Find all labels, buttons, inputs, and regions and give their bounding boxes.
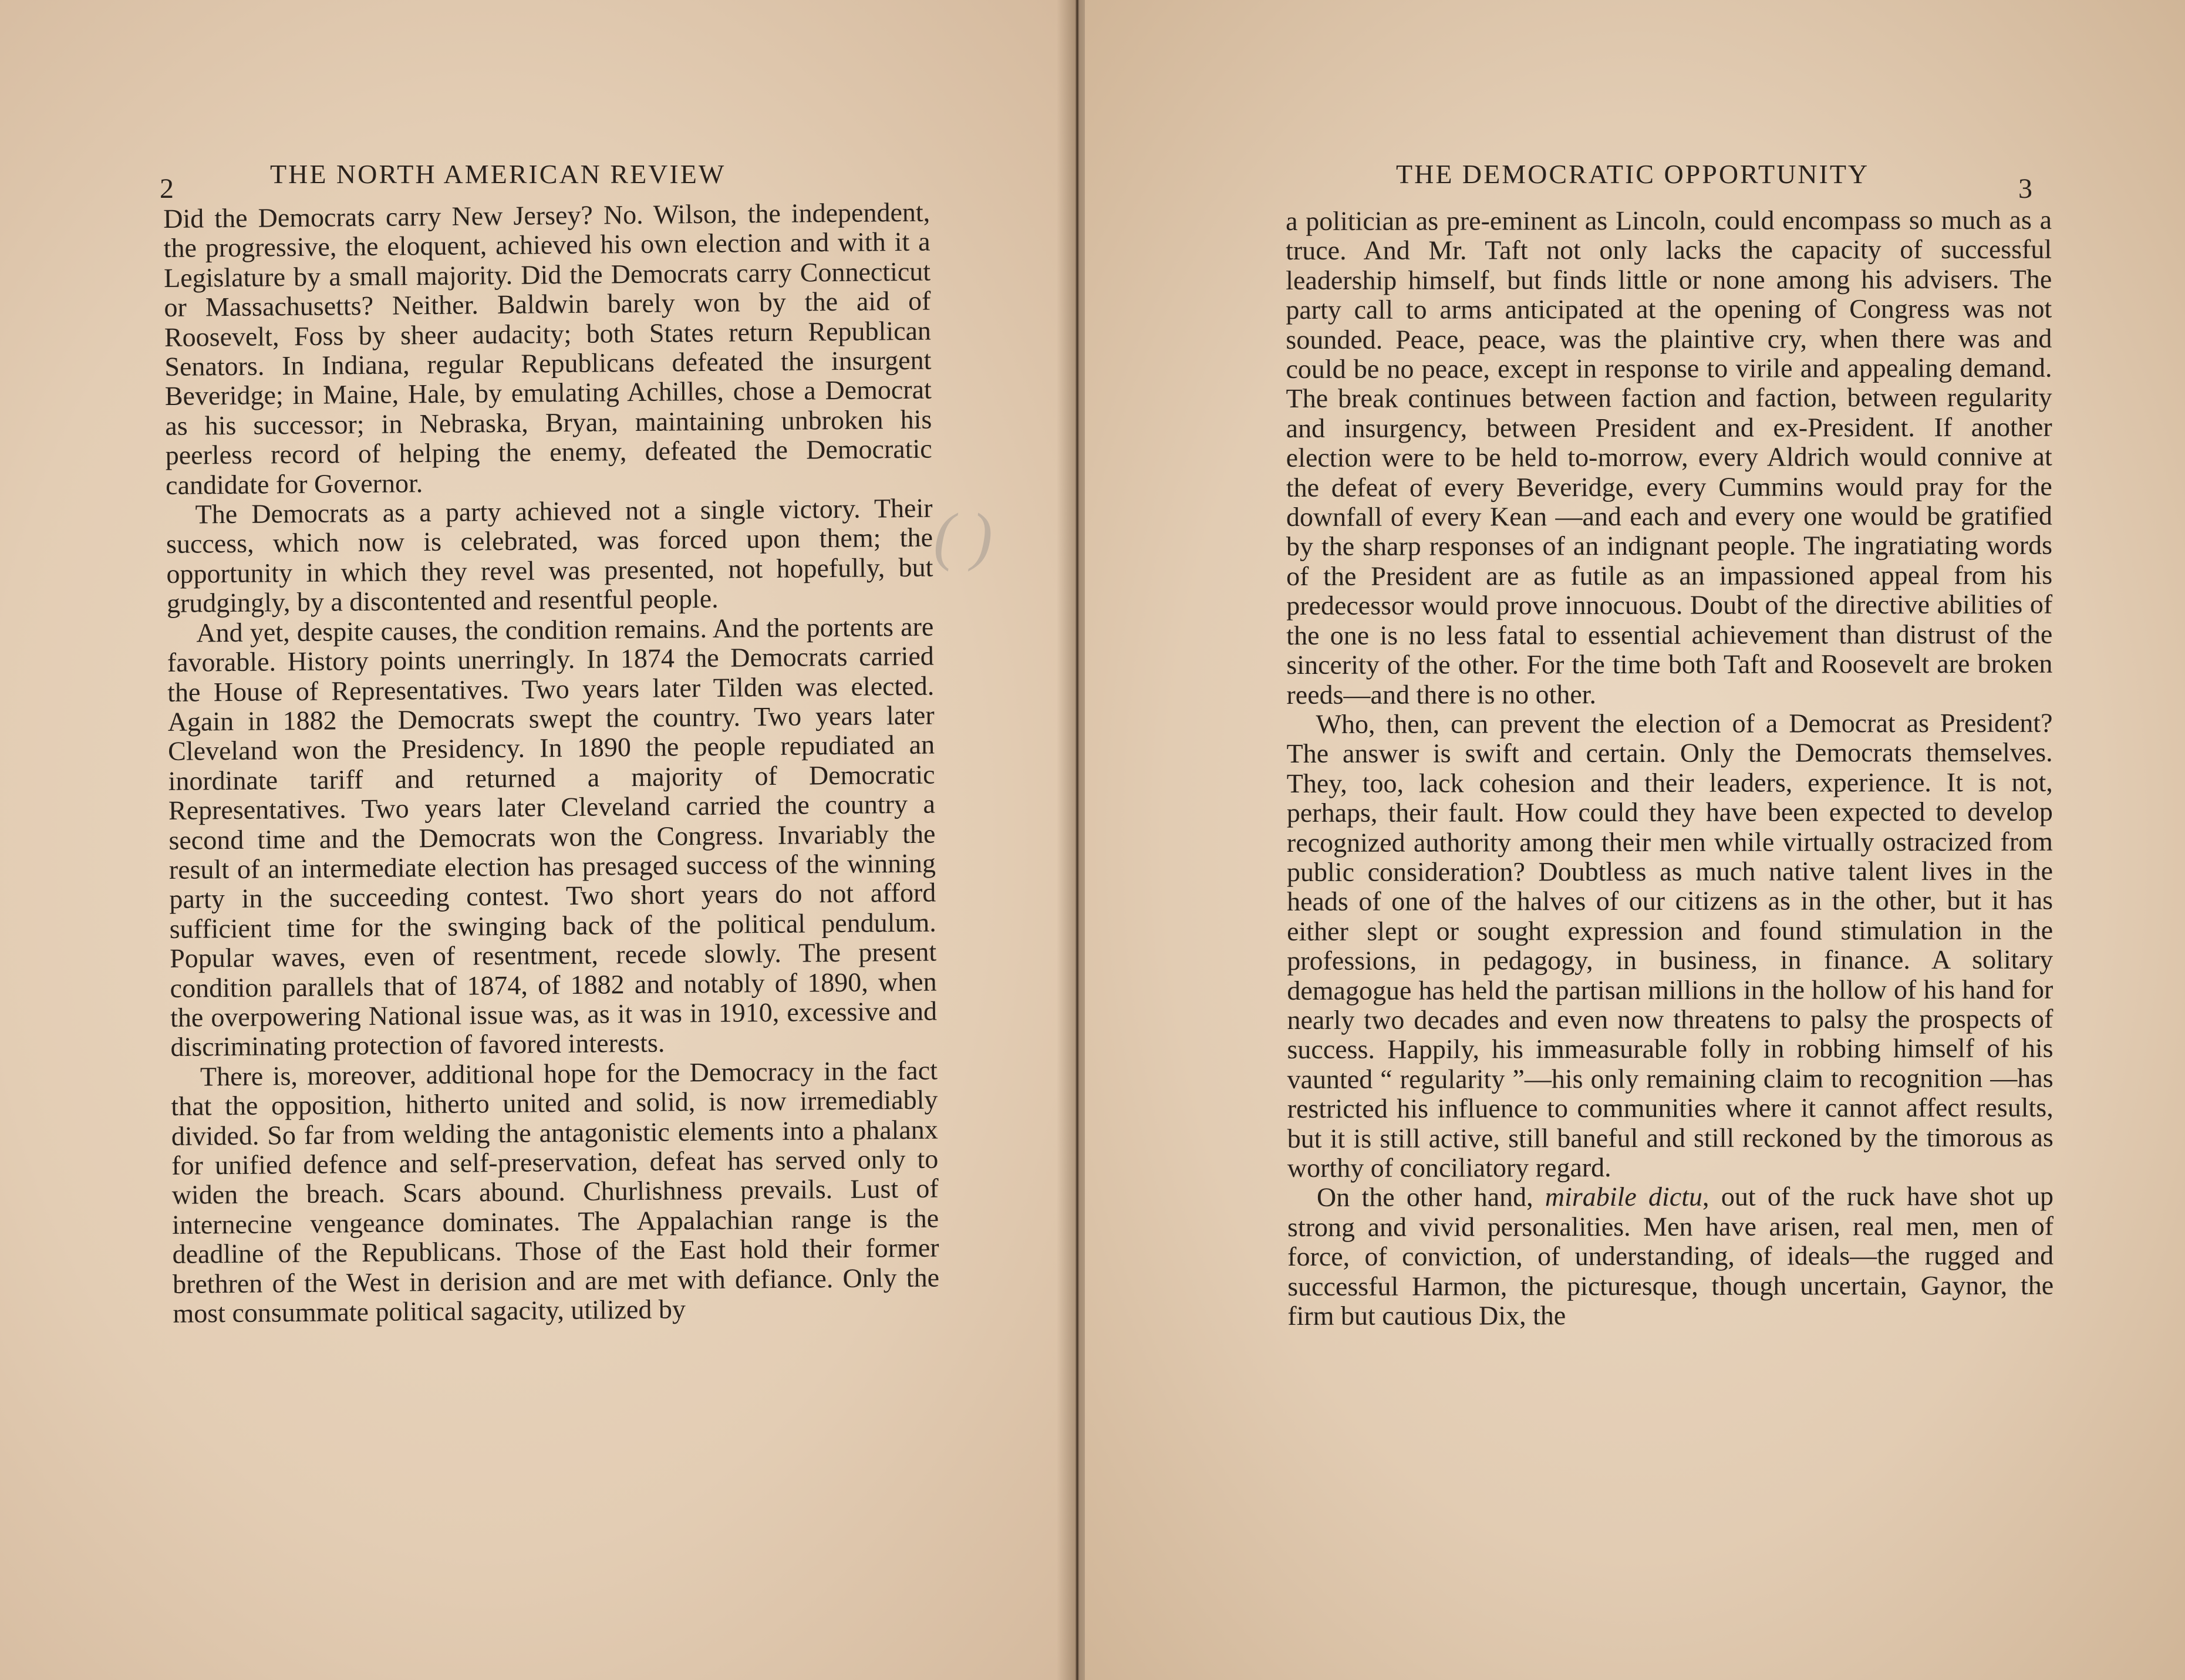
paragraph: a politician as pre-eminent as Lincoln, could encompass so much as a truce. And Mr. Taft not only lacks the capacity of successful leadership himself, but finds little or none among his advisers. The party call to arms anticipated at the opening of Congress was not sounded. Peace, peace, was the plaintive cry, when there was and could be no peace, except in response to virile and appealing demand. The break continues between faction and faction, between regularity and insurgency, between President and ex-President. If another election were to be held to-morrow, every Aldrich would connive at the defeat of every Beveridge, every Cummins would pray for the downfall of every Kean —and each and every one would be gratified by the sharp responses of an indignant people. The ingratiating words of the President are as futile as an impassioned appeal from his predecessor would prove innocuous. Doubt of the directive abilities of the one is no less fatal to essential achievement than distrust of the sincerity of the other. For the time both Taft and Roosevelt are broken reeds—and there is no other. <box>1285 204 2053 710</box>
paragraph: And yet, despite causes, the condition remains. And the portents are favorable. History points unerringly. In 1874 the Democrats carried the House of Representatives. Two years later Tilden was elected. Again in 1882 the Democrats swept the country. Two years later Cleveland won the Presidency. In 1890 the people repudiated an inordinate tariff and returned a majority of Democratic Representatives. Two years later Cleveland carried the country a second time and the Democrats won the Congress. Invariably the result of an intermediate election has presaged success of the winning party in the succeeding contest. Two short years do not afford sufficient time for the swinging back of the political pendulum. Popular waves, even of resentment, recede slowly. The present condition parallels that of 1874, of 1882 and notably of 1890, when the overpowering National issue was, as it was in 1910, excessive and discriminating protection of favored interests. <box>167 611 938 1062</box>
paragraph: Who, then, can prevent the election of a Democrat as President? The answer is swift and certain. Only the Democrats themselves. They, too, lack cohesion and their leaders, experience. It is not, perhaps, their fault. How could they have been expected to develop recognized authority among their men while virtually ostracized from public consideration? Doubtless as much native talent lives in the heads of one of the halves of our citizens as in the other, but it has either slept or sought expression and found stimulation in the professions, in pedagogy, in business, in finance. A solitary demagogue has held the partisan millions in the hollow of his hand for nearly two decades and even now threatens to palsy the prospects of success. Happily, his immeasurable folly in robbing himself of his vaunted “ regularity ”—his only remaining claim to recognition —has restricted his influence to communities where it cannot affect results, but it is still active, still baneful and still reckoned by the timorous as worthy of conciliatory regard. <box>1286 707 2054 1183</box>
text-run: On the other hand, <box>1316 1182 1545 1213</box>
italic-phrase: mirabile dictu <box>1545 1182 1703 1212</box>
right-running-head: THE DEMOCRATIC OPPORTUNITY <box>1396 159 1870 189</box>
pencil-mark: ( ) <box>933 500 993 572</box>
right-page-number: 3 <box>2018 173 2032 204</box>
text-run: , out of the ruck have shot up strong and vivid personalities. Men have arisen, real men, men of force, of conviction, of understanding, of ideals—the rugged and successful Harmon, the picturesque, though uncertain, Gaynor, the firm but cautious Dix, the <box>1287 1181 2054 1331</box>
right-page <box>1085 0 2185 1680</box>
paragraph: The Democrats as a party achieved not a single victory. Their success, which now is celebrated, was forced upon them; the opportunity in which they revel was presented, not hopefully, but grudgingly, by a discontented and resentful people. <box>166 492 933 619</box>
left-page <box>0 0 1077 1680</box>
left-page-number: 2 <box>160 173 174 204</box>
right-body-text <box>1286 205 2054 1331</box>
paragraph: There is, moreover, additional hope for the Democracy in the fact that the opposition, hitherto united and solid, is now irremediably divided. So far from welding the antagonistic elements into a phalanx for unified defence and self-preservation, defeat has served only to widen the breach. Scars abound. Churlishness prevails. Lust of internecine vengeance dominates. The Appalachian range is the deadline of the Republicans. Those of the East hold their former brethren of the West in derision and are met with defiance. Only the most consummate political sagacity, utilized by <box>171 1055 940 1328</box>
paragraph <box>1287 1182 2054 1331</box>
left-body-text <box>163 198 940 1329</box>
paragraph: Did the Democrats carry New Jersey? No. Wilson, the independent, the progressive, the eloquent, achieved his own election and with it a Legislature by a small majority. Did the Democrats carry Connecticut or Massachusetts? Neither. Baldwin barely won by the aid of Roosevelt, Foss by sheer audacity; both States return Republican Senators. In Indiana, regular Republicans defeated the insurgent Beveridge; in Maine, Hale, by emulating Achilles, chose a Democrat as his successor; in Nebraska, Bryan, maintaining unbroken his peerless record of helping the enemy, defeated the Democratic candidate for Governor. <box>163 197 932 500</box>
left-running-head: THE NORTH AMERICAN REVIEW <box>270 159 726 189</box>
